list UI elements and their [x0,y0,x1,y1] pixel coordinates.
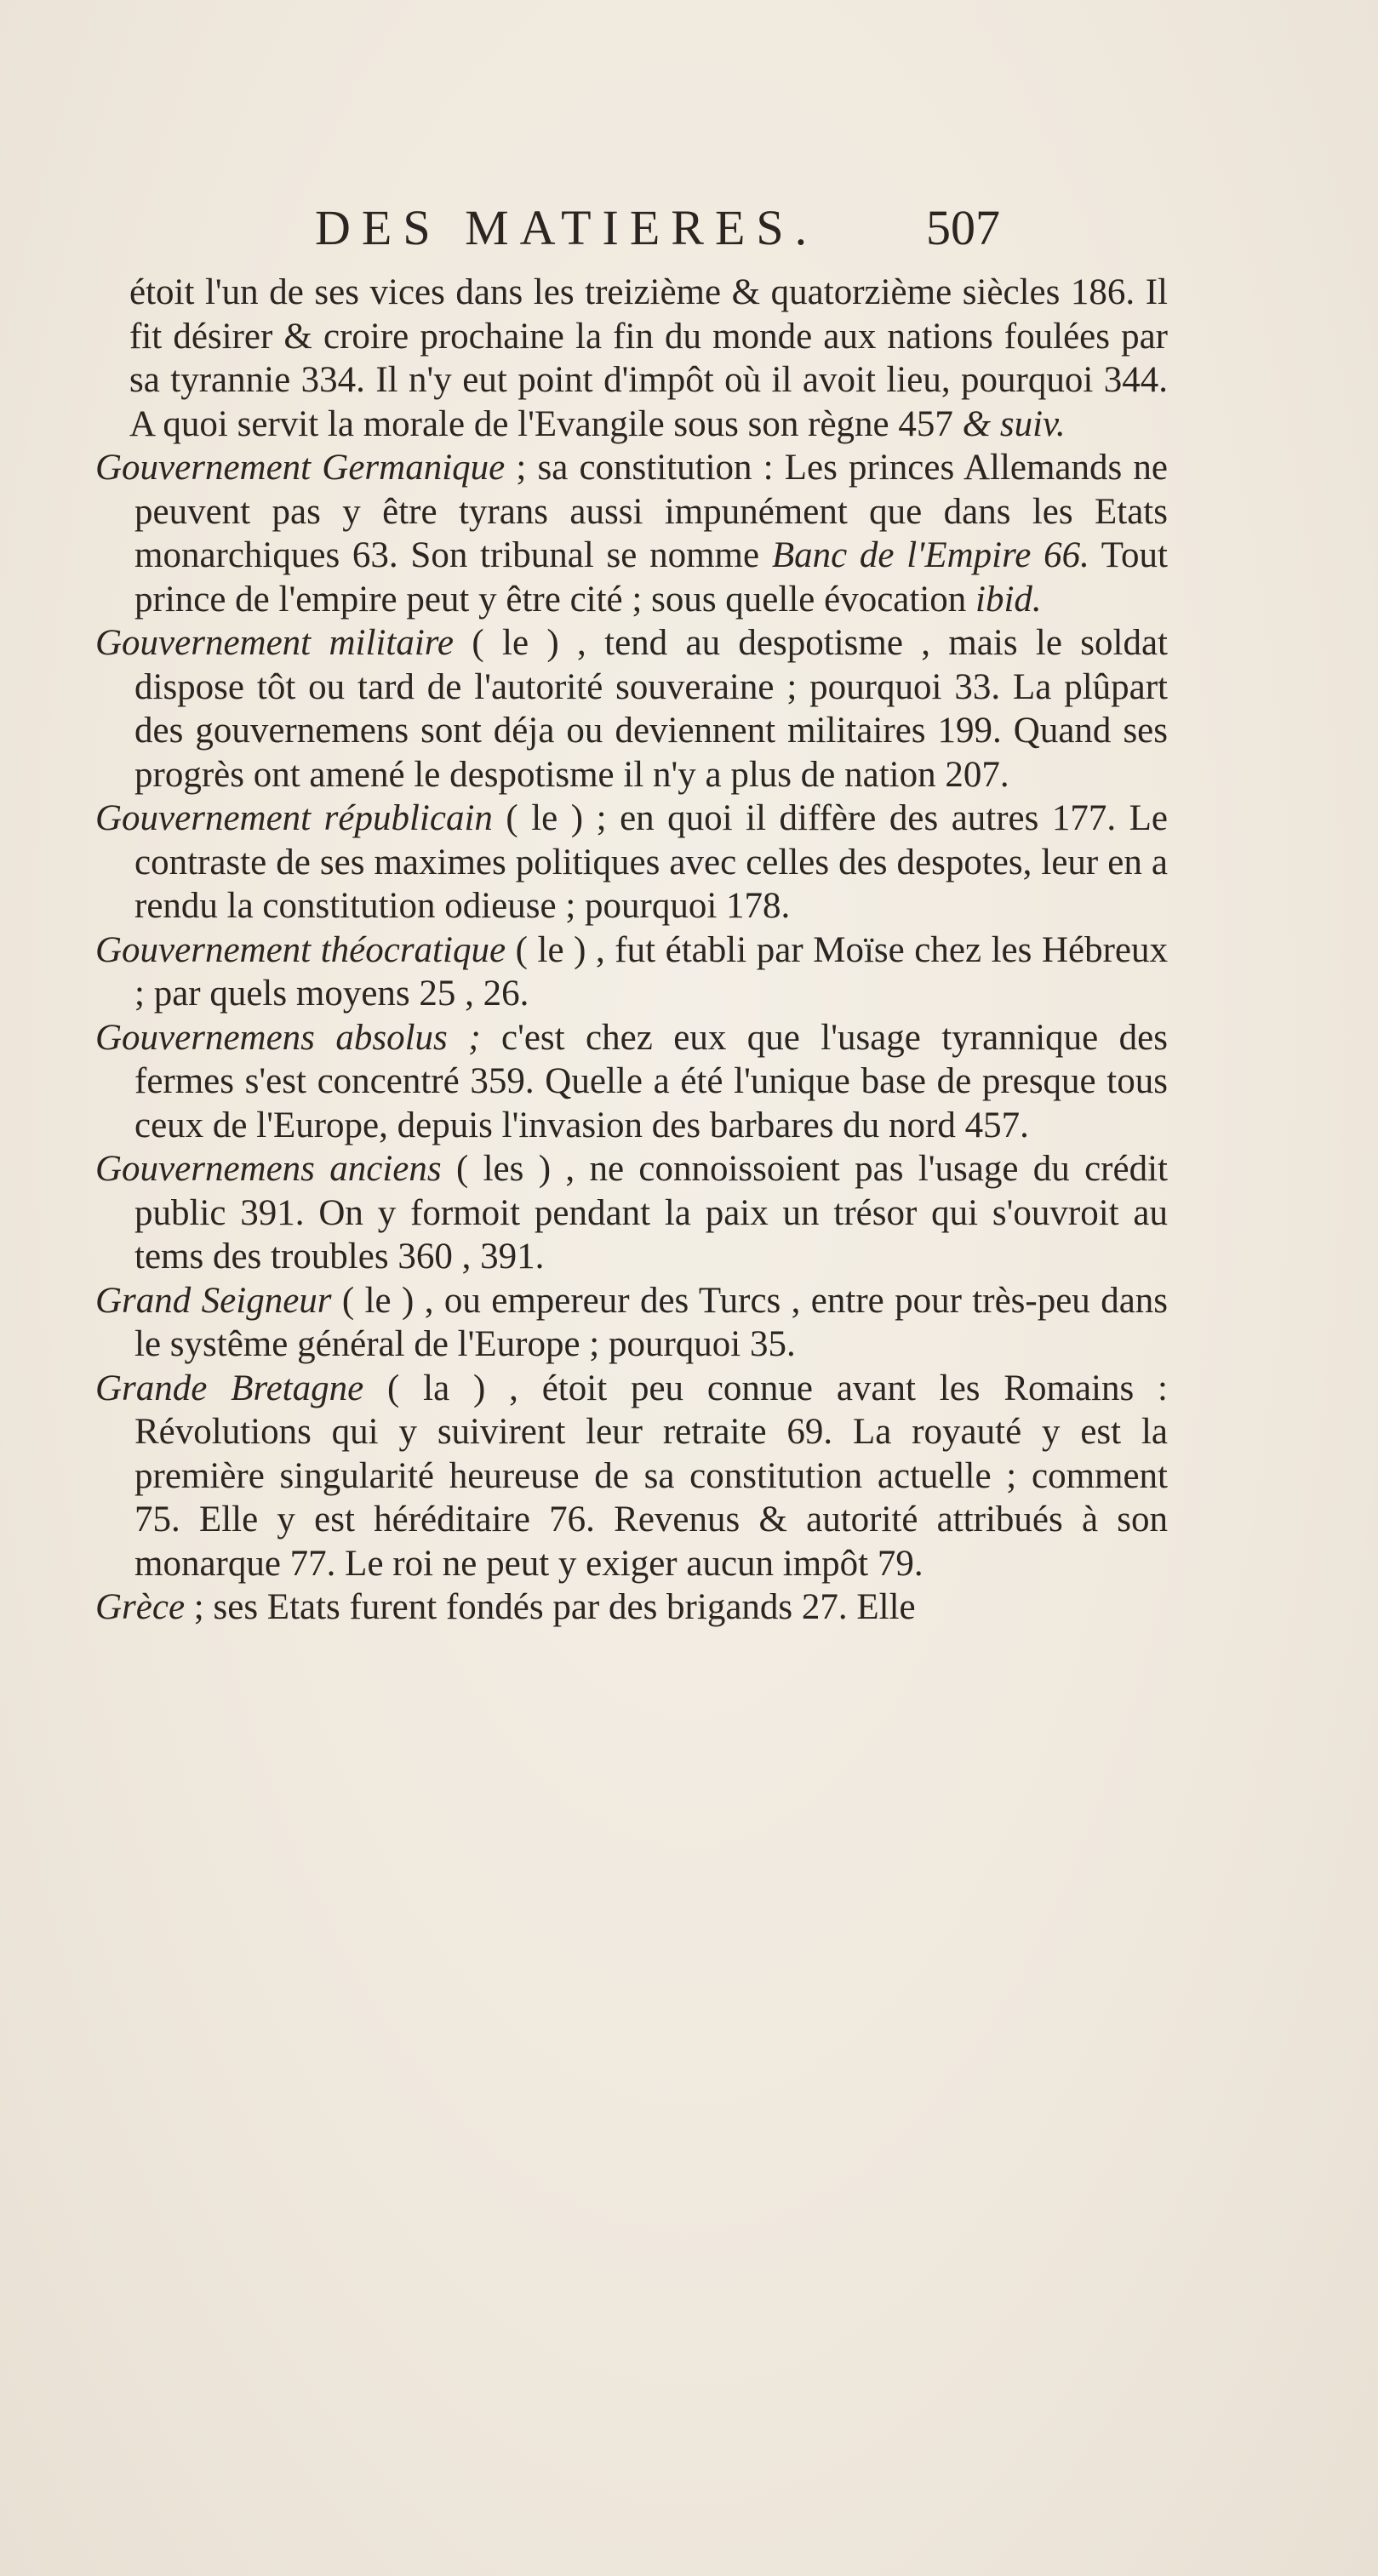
headword: Grand Seigneur [95,1280,332,1321]
headword: Gouvernement Germanique [95,448,506,488]
index-entry: Gouvernement théocratique ( le ) , fut établi par Moïse chez les Hébreux ; par quels moyens 25 , 26. [95,929,1168,1014]
headword: Gouvernemens absolus ; [95,1017,481,1058]
index-entry: Gouvernement militaire ( le ) , tend au despotisme , mais le soldat dispose tôt ou tard de l'autorité souveraine ; pourquoi 33. La plûpart des gouvernemens sont déja ou deviennent militaires 199. Quand ses progrès ont amené le despotisme il n'y a plus de nation 207. [95,623,1168,795]
index-entry: Gouvernemens anciens ( les ) , ne connoissoient pas l'usage du crédit public 391. On y formoit pendant la paix un trésor qui s'ouvroit au tems des troubles 360 , 391. [95,1149,1168,1277]
index-entry: Grande Bretagne ( la ) , étoit peu connue avant les Romains : Révolutions qui y suivirent leur retraite 69. La royauté y est la première singularité heureuse de sa constitution actuelle ; comment 75. Elle y est héréditaire 76. Revenus & autorité attribués à son monarque 77. Le roi ne peut y exiger aucun impôt 79. [95,1368,1168,1584]
index-entry: Grand Seigneur ( le ) , ou empereur des Turcs , entre pour très-peu dans le systême général de l'Europe ; pourquoi 35. [95,1280,1169,1364]
index-entry: Gouvernement Germanique ; sa constitution : Les princes Allemands ne peuvent pas y être tyrans aussi impunément que dans les Etats monarchiques 63. Son tribunal se nomme Banc de l'Empire 66. Tout prince de l'empire peut y être cité ; sous quelle évocation ibid. [95,448,1168,620]
index-entry: Gouvernemens absolus ; c'est chez eux que l'usage tyrannique des fermes s'est concentré 359. Quelle a été l'unique base de presque tous ceux de l'Europe, depuis l'invasion des barbares du nord 457. [95,1017,1168,1145]
headword: Gouvernement militaire [95,623,454,663]
index-entry: Gouvernement républicain ( le ) ; en quoi il diffère des autres 177. Le contraste de ses maximes politiques avec celles des despotes, leur en a rendu la constitution odieuse ; pourquoi 178. [95,798,1168,926]
headword: Gouvernement théocratique [95,929,506,970]
index-text [95,271,1168,1630]
headword: Gouvernement républicain [95,798,493,838]
page-number: 507 [926,200,1000,255]
page-header [0,194,1378,262]
running-head: DES MATIERES. [315,200,819,255]
headword: Gouvernemens anciens [95,1149,442,1189]
continued-entry: étoit l'un de ses vices dans les treizième & quatorzième siècles 186. Il fit désirer & croire prochaine la fin du monde aux nations foulées par sa tyrannie 334. Il n'y eut point d'impôt où il avoit lieu, pourquoi 344. A quoi servit la morale de l'Evangile sous son règne 457 & suiv. [129,272,1168,444]
index-entry: Grèce ; ses Etats furent fondés par des brigands 27. Elle [95,1587,916,1627]
headword: Grèce [95,1587,186,1627]
headword: Grande Bretagne [95,1368,364,1408]
